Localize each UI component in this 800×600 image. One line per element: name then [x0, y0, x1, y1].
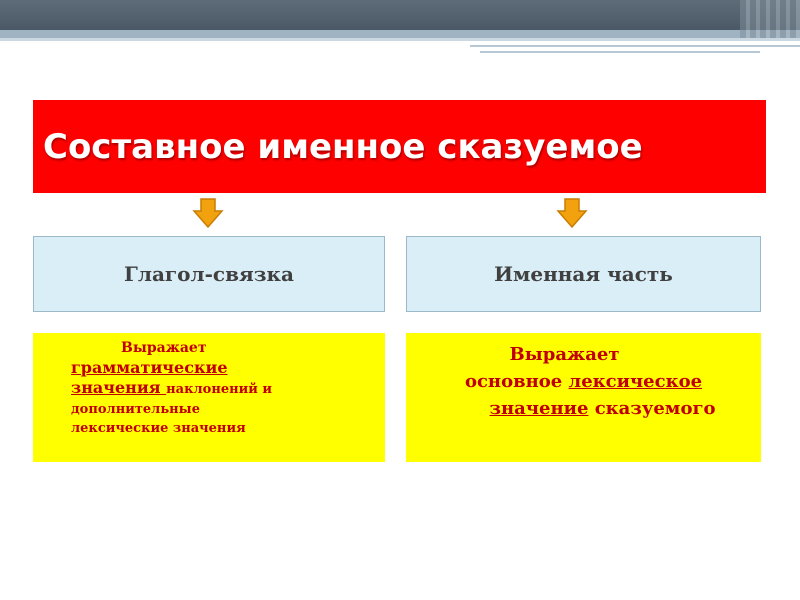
decor-line — [470, 45, 800, 47]
down-arrow-icon — [556, 198, 588, 228]
copula-verb-note — [33, 333, 385, 462]
top-decor-pattern — [740, 0, 800, 38]
top-decor-bar — [0, 0, 800, 30]
note-underlined: лексическое — [568, 371, 703, 392]
title-box — [33, 100, 766, 193]
top-decor-stripe-light — [0, 38, 800, 41]
top-decor-stripe — [0, 30, 800, 38]
note-line: лексические значения — [71, 421, 246, 436]
nominal-part-note — [406, 333, 761, 462]
copula-verb-header — [33, 236, 385, 312]
note-line: Выражает — [509, 344, 620, 365]
note-line: наклонений и — [166, 382, 273, 397]
note-underlined: значения — [71, 378, 167, 397]
nominal-part-label: Именная часть — [494, 262, 673, 286]
nominal-part-header — [406, 236, 761, 312]
note-line: Выражает — [121, 340, 207, 356]
down-arrow-icon — [192, 198, 224, 228]
copula-verb-label: Глагол-связка — [124, 262, 294, 286]
note-line: сказуемого — [588, 398, 716, 419]
note-line: основное — [464, 371, 569, 392]
note-line: дополнительные — [71, 402, 200, 417]
title-text: Составное именное сказуемое — [43, 126, 643, 167]
decor-line — [480, 51, 760, 53]
note-underlined: значение — [489, 398, 589, 419]
note-underlined: грамматические — [71, 358, 228, 377]
